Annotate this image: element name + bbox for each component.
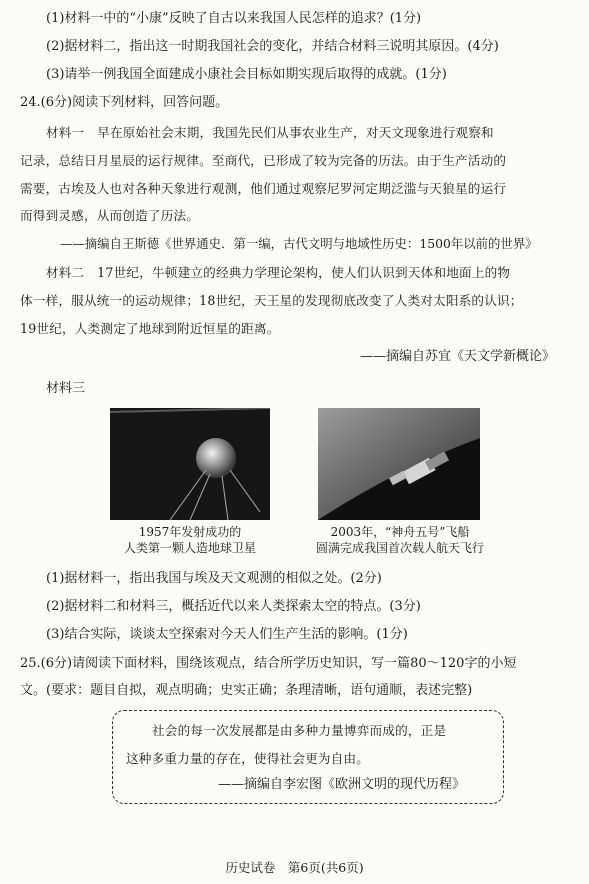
q25-heading-line2: 文。(要求：题目自拟，观点明确；史实正确；条理清晰，语句通顺，表述完整) — [20, 683, 473, 698]
sputnik-caption-line1: 1957年发射成功的 — [138, 525, 242, 539]
q23-sub3: (3)请举一例我国全面建成小康社会目标如期实现后取得的成就。(1分) — [46, 67, 447, 82]
sputnik-caption — [90, 524, 290, 556]
shenzhou-photo — [318, 408, 480, 520]
q24-sub3: (3)结合实际，谈谈太空探索对今天人们生产生活的影响。(1分) — [46, 627, 408, 642]
q24-sub2: (2)据材料二和材料三，概括近代以来人类探索太空的特点。(3分) — [46, 599, 421, 614]
q24-m1-line1: 材料一 早在原始社会末期，我国先民们从事农业生产，对天文现象进行观察和 — [46, 125, 494, 140]
q24-heading: 24.(6分)阅读下列材料，回答问题。 — [20, 95, 229, 110]
q23-sub2: (2)据材料二，指出这一时期我国社会的变化，并结合材料三说明其原因。(4分) — [46, 39, 499, 54]
q24-m1-source: ——摘编自王斯德《世界通史．第一编，古代文明与地域性历史：1500年以前的世界》 — [60, 236, 538, 251]
shenzhou-caption-line2: 圆满完成我国首次载人航天飞行 — [315, 541, 484, 555]
shenzhou-caption-line1: 2003年，“神舟五号”飞船 — [330, 525, 470, 539]
q24-m2-source: ——摘编自苏宜《天文学新概论》 — [360, 349, 556, 364]
q25-heading-line1: 25.(6分)请阅读下面材料，围绕该观点，结合所学历史知识，写一篇80～120字的小短 — [20, 656, 517, 671]
shenzhou-caption — [300, 524, 500, 556]
sputnik-caption-line2: 人类第一颗人造地球卫星 — [123, 541, 256, 555]
q24-m2-line2: 体一样，服从统一的运动规律；18世纪，天王星的发现彻底改变了人类对太阳系的认识； — [20, 293, 523, 308]
quote-line1: 社会的每一次发展都是由多种力量博弈而成的，正是 — [152, 723, 447, 738]
spacecraft-icon — [318, 408, 480, 520]
quote-source: ——摘编自李宏图《欧洲文明的现代历程》 — [218, 777, 466, 792]
q24-m1-line2: 记录，总结日月星辰的运行规律。至商代，已形成了较为完备的历法。由于生产活动的 — [20, 153, 507, 168]
sputnik-photo — [110, 408, 270, 520]
q24-m3-label: 材料三 — [46, 381, 86, 396]
q23-sub1: (1)材料一中的“小康”反映了自古以来我国人民怎样的追求？(1分) — [46, 11, 422, 26]
q24-m2-line1: 材料二 17世纪，牛顿建立的经典力学理论架构，使人们认识到天体和地面上的物 — [46, 265, 511, 280]
q24-m1-line4: 而得到灵感，从而创造了历法。 — [20, 208, 200, 223]
quote-line2: 这种多重力量的存在，使得社会更为自由。 — [126, 751, 370, 766]
satellite-icon — [110, 408, 270, 520]
q24-m1-line3: 需要，古埃及人也对各种天象进行观测，他们通过观察尼罗河定期泛滥与天狼星的运行 — [20, 181, 507, 196]
page-footer: 历史试卷 第6页(共6页) — [225, 860, 364, 875]
q24-sub1: (1)据材料一，指出我国与埃及天文观测的相似之处。(2分) — [46, 571, 382, 586]
q24-m2-line3: 19世纪，人类测定了地球到附近恒星的距离。 — [20, 321, 280, 336]
